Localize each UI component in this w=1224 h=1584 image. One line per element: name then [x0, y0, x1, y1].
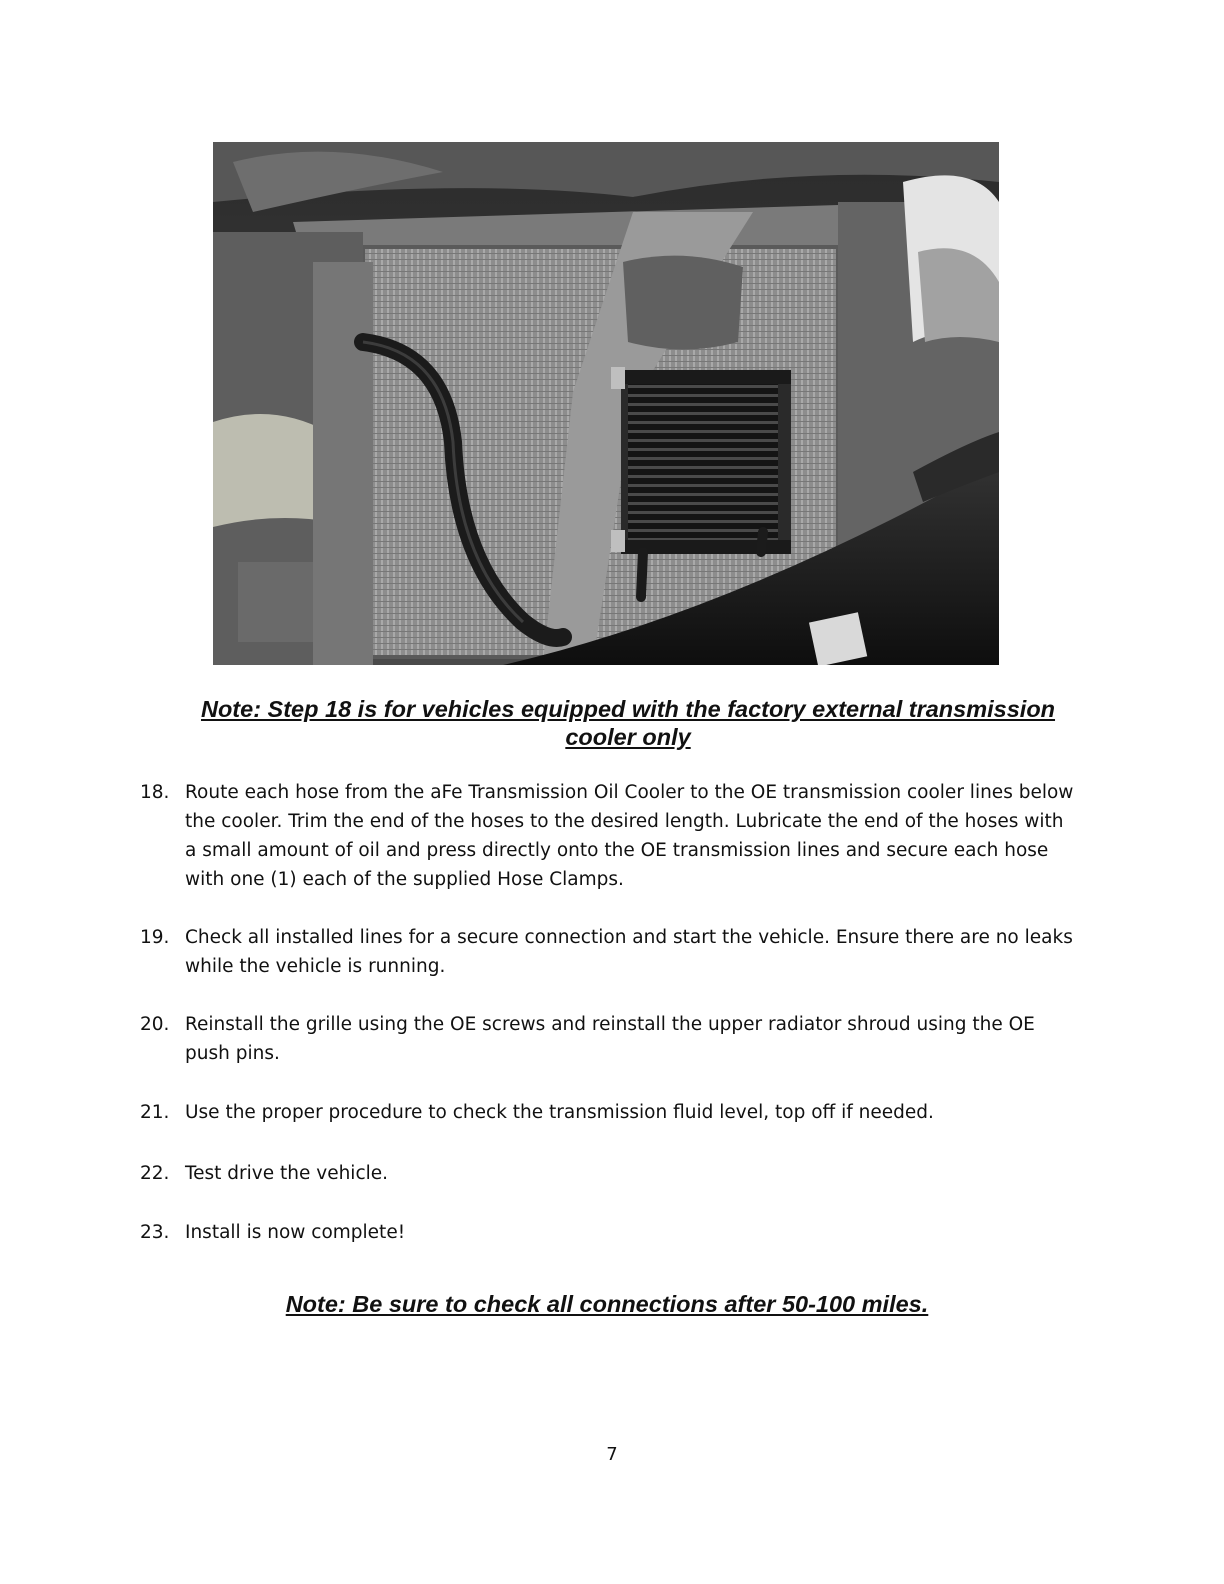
step-text: Use the proper procedure to check the transmission fluid level, top off if needed. — [185, 1102, 934, 1123]
step-number: 18. — [140, 782, 170, 803]
step-20 — [140, 1010, 1080, 1068]
step-text: Route each hose from the aFe Transmission Oil Cooler to the OE transmission cooler lines below the cooler. Trim the end of the hoses to the desired length. Lubricate the end of the hoses with a small amount of oil and press directly onto the OE transmission lines and secure each hose with one (1) each of the supplied Hose Clamps. — [185, 782, 1074, 890]
step-text: Reinstall the grille using the OE screws and reinstall the upper radiator shroud using the OE push pins. — [185, 1014, 1035, 1064]
vehicle-applicability-note — [150, 695, 1106, 751]
engine-bay-illustration — [213, 142, 999, 665]
note-line-2: cooler only — [565, 724, 691, 750]
step-18 — [140, 778, 1080, 894]
step-22 — [140, 1159, 1080, 1188]
step-number: 20. — [140, 1014, 170, 1035]
page-number: 7 — [606, 1444, 618, 1465]
step-21 — [140, 1098, 1080, 1127]
installed-transmission-cooler-photo — [213, 142, 999, 665]
connection-check-note: Note: Be sure to check all connections after 50-100 miles. — [285, 1291, 929, 1317]
step-number: 22. — [140, 1163, 170, 1184]
step-number: 21. — [140, 1102, 170, 1123]
step-number: 23. — [140, 1222, 170, 1243]
note-line-1: Note: Step 18 is for vehicles equipped with the factory external transmission — [200, 696, 1056, 722]
step-text: Install is now complete! — [185, 1222, 406, 1243]
step-text: Test drive the vehicle. — [185, 1163, 389, 1184]
step-number: 19. — [140, 927, 170, 948]
step-19 — [140, 923, 1080, 981]
step-23 — [140, 1218, 1080, 1247]
step-text: Check all installed lines for a secure connection and start the vehicle. Ensure there are no leaks while the vehicle is running. — [185, 927, 1073, 977]
